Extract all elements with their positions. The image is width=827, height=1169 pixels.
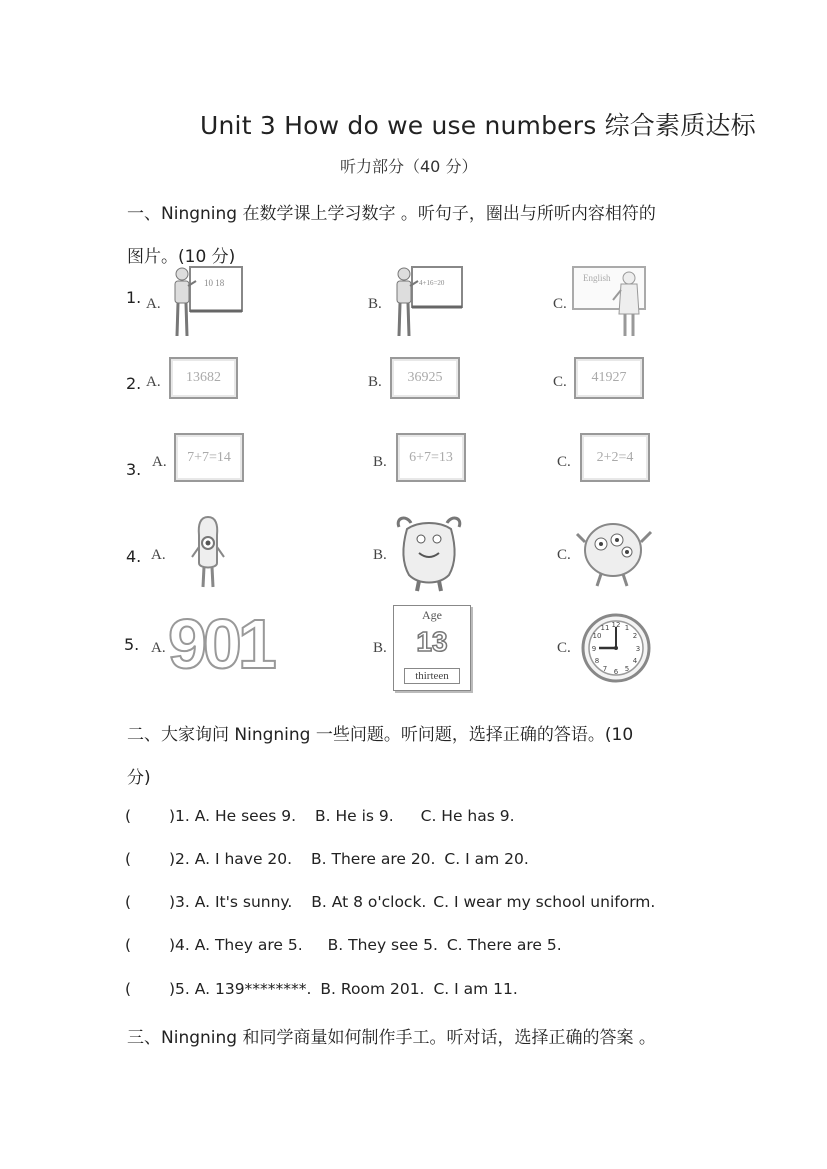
one-eyed-monster-icon [188,513,228,593]
question-row [125,807,515,825]
question-row [125,850,529,868]
answer-blank[interactable]: ( [125,980,132,998]
number-board[interactable]: 36925 [390,357,460,399]
option-letter: A. [146,296,161,312]
question-number: )4. [169,936,190,954]
question-number: )2. [169,850,190,868]
svg-text:3: 3 [635,645,641,653]
board-text: 10 18 [204,278,225,288]
option-letter: B. [373,454,387,470]
three-eyed-monster-picture[interactable] [575,516,655,590]
age-card-picture[interactable] [393,605,471,691]
teacher-board-picture[interactable] [390,264,466,340]
answer-blank[interactable]: ( [125,850,132,868]
clock-icon [582,612,652,684]
option-b: B. Room 201. [320,980,425,998]
option-b: B. They see 5. [327,936,438,954]
svg-text:4: 4 [632,657,638,665]
section-heading: 听力部分（40 分） [340,157,478,176]
option-letter: B. [368,296,382,312]
option-letter: A. [152,454,167,470]
item-number: 2. [126,374,142,393]
svg-text:5: 5 [624,665,630,673]
option-a: A. 139********. [194,980,312,998]
option-letter: A. [146,374,161,390]
svg-text:12: 12 [611,621,621,629]
age-card-word: thirteen [404,668,460,684]
item-number: 1. [126,288,142,307]
svg-text:11: 11 [600,624,610,632]
svg-text:8: 8 [594,657,600,665]
answer-blank[interactable]: ( [125,893,132,911]
option-a: A. They are 5. [194,936,303,954]
teacher-icon [390,264,466,340]
outlined-number-picture[interactable]: 901 [168,605,273,683]
option-b: B. He is 9. [314,807,394,825]
question-number: )5. [169,980,190,998]
svg-text:7: 7 [602,665,608,673]
furry-monster-picture[interactable] [393,513,465,593]
option-letter: C. [557,640,571,656]
question-number: )3. [169,893,190,911]
section3-instruction: 三、Ningning 和同学商量如何制作手工。听对话，选择正确的答案 。 [127,1028,656,1048]
item-number: 3. [126,460,142,479]
three-eyed-monster-icon [575,516,655,590]
equation-board[interactable]: 2+2=4 [580,433,650,482]
option-b: B. There are 20. [311,850,436,868]
teacher-icon [168,264,244,340]
section1-instruction-cont: 图片。(10 分) [127,247,236,267]
option-c: C. I am 20. [444,850,529,868]
svg-text:9: 9 [591,645,597,653]
age-card-number: 13 [416,626,448,657]
question-row [125,936,562,954]
equation-board[interactable]: 7+7=14 [174,433,244,482]
question-row [125,893,655,911]
board-text: 4+16=20 [419,279,445,287]
clock-picture[interactable] [582,612,652,684]
number-board[interactable]: 41927 [574,357,644,399]
answer-blank[interactable]: ( [125,936,132,954]
option-c: C. He has 9. [420,807,515,825]
question-row [125,980,518,998]
option-c: C. There are 5. [446,936,562,954]
equation-board[interactable]: 6+7=13 [396,433,466,482]
option-letter: C. [557,454,571,470]
option-letter: B. [368,374,382,390]
number-board[interactable]: 13682 [169,357,238,399]
option-letter: A. [151,640,166,656]
option-letter: A. [151,547,166,563]
teacher-board-picture[interactable] [573,264,649,340]
option-a: A. I have 20. [194,850,293,868]
svg-text:2: 2 [632,632,638,640]
option-c: C. I am 11. [433,980,518,998]
svg-text:6: 6 [613,668,619,676]
age-card-label: Age [422,608,442,622]
option-letter: C. [553,296,567,312]
option-b: B. At 8 o'clock. [311,893,427,911]
item-number: 5. [124,635,140,654]
option-a: A. It's sunny. [194,893,293,911]
option-a: A. He sees 9. [194,807,297,825]
page-title: Unit 3 How do we use numbers 综合素质达标 [200,111,756,140]
svg-text:10: 10 [592,632,602,640]
section2-instruction: 二、大家询问 Ningning 一些问题。听问题，选择正确的答语。(10 [127,725,634,745]
option-letter: B. [373,547,387,563]
option-letter: C. [557,547,571,563]
question-number: )1. [169,807,190,825]
furry-monster-icon [393,513,465,593]
option-c: C. I wear my school uniform. [433,893,656,911]
section1-instruction: 一、Ningning 在数学课上学习数字 。听句子，圈出与所听内容相符的 [127,204,656,224]
svg-text:1: 1 [624,624,630,632]
answer-blank[interactable]: ( [125,807,132,825]
one-eyed-monster-picture[interactable] [188,513,228,593]
teacher-board-picture[interactable] [168,264,244,340]
board-text: English [583,273,611,283]
option-letter: B. [373,640,387,656]
section2-instruction-cont: 分) [127,768,151,788]
item-number: 4. [126,547,142,566]
option-letter: C. [553,374,567,390]
